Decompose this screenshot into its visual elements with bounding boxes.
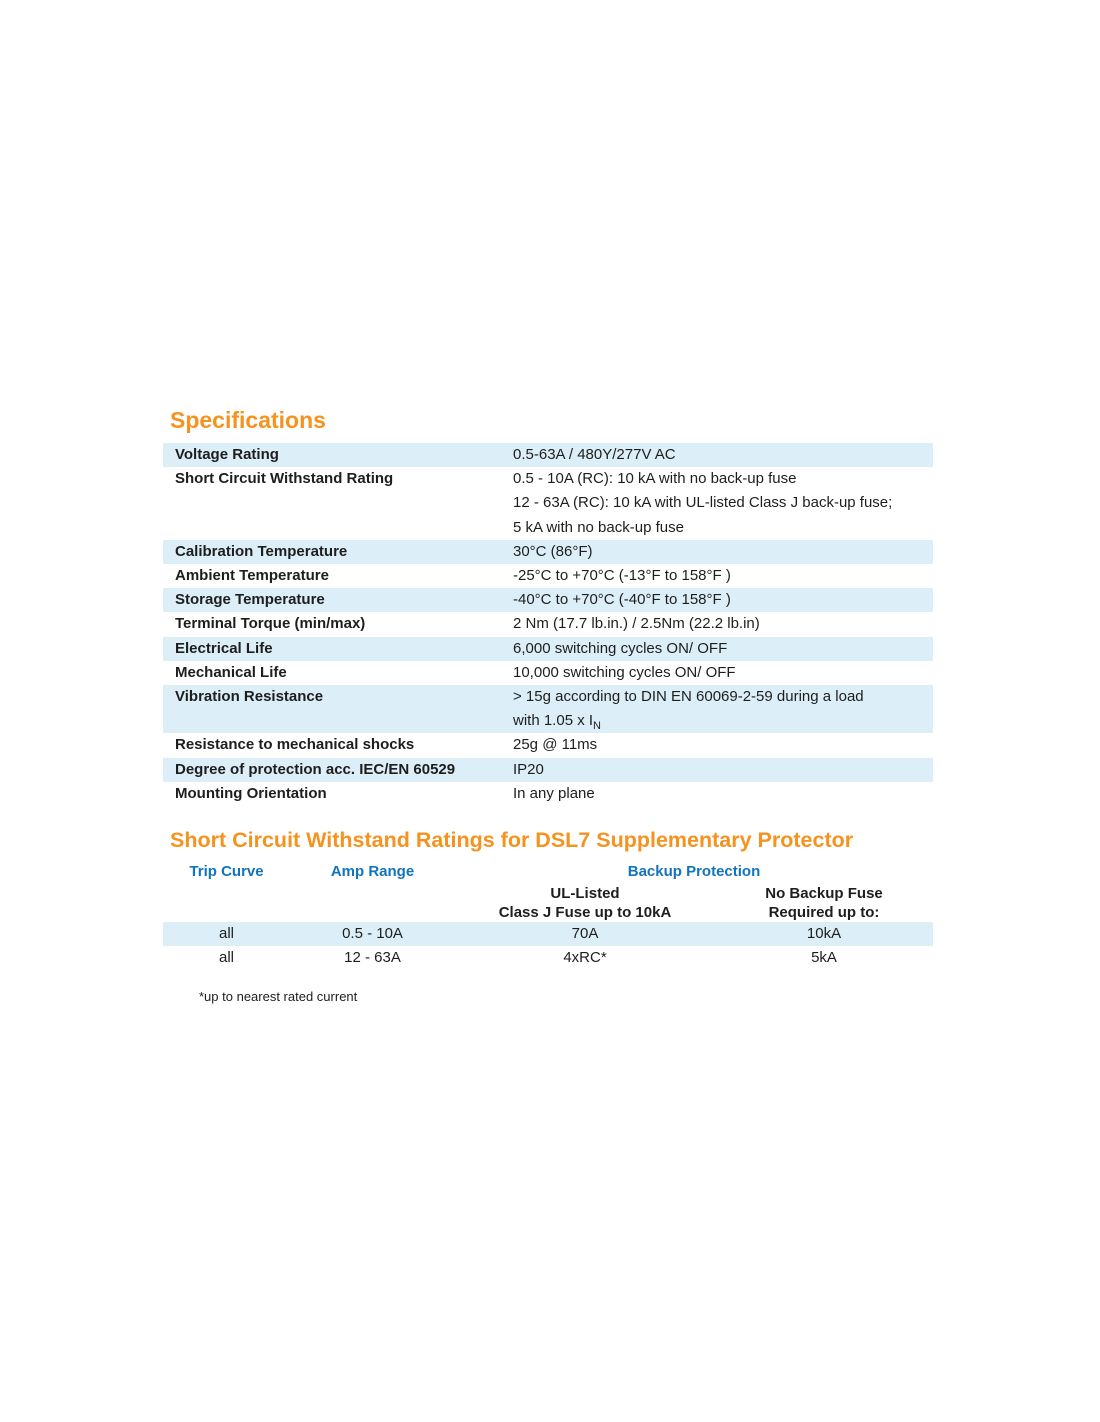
- spec-row-label: Resistance to mechanical shocks: [175, 736, 415, 754]
- spec-value-text: In any plane: [513, 784, 595, 802]
- ratings-cell-ul-listed: 70A: [571, 925, 599, 942]
- subheader-no-backup-line2: Required up to:: [768, 904, 880, 921]
- spec-value-text: 0.5 - 10A (RC): 10 kA with no back-up fuse: [513, 470, 797, 488]
- ratings-cell-trip-curve: all: [218, 949, 234, 966]
- spec-value-text: 10,000 switching cycles ON/ OFF: [513, 663, 736, 681]
- spec-row-label: Terminal Torque (min/max): [175, 615, 366, 633]
- col-header-trip-curve: Trip Curve: [189, 863, 264, 880]
- ratings-row: [163, 946, 933, 970]
- ratings-cell-no-backup-fuse: 5kA: [811, 949, 837, 966]
- spec-value-line: [513, 443, 933, 467]
- spec-row-value: [513, 443, 933, 467]
- spec-row-label: Mechanical Life: [175, 663, 287, 681]
- spec-row-label: Storage Temperature: [175, 591, 325, 609]
- spec-value-text: 5 kA with no back-up fuse: [513, 518, 684, 536]
- spec-value-line: [513, 733, 933, 757]
- spec-row-value: [513, 612, 933, 636]
- spec-row-value: [513, 661, 933, 685]
- short-circuit-ratings-heading: Short Circuit Withstand Ratings for DSL7 Supplementary Protector: [170, 828, 854, 852]
- spec-value-line: [513, 758, 933, 782]
- spec-row: [163, 733, 933, 757]
- spec-row-value: [513, 782, 933, 806]
- subheader-spacer: [290, 884, 455, 922]
- spec-value-text: 12 - 63A (RC): 10 kA with UL-listed Class J back-up fuse;: [513, 494, 893, 512]
- ratings-subheader-row: [163, 884, 933, 922]
- ratings-cell-ul-listed: 4xRC*: [563, 949, 607, 966]
- spec-value-text: with 1.05 x I: [513, 712, 594, 730]
- spec-row-label: Electrical Life: [175, 639, 273, 657]
- ratings-cell-no-backup-fuse: 10kA: [806, 925, 842, 942]
- spec-value-line: [513, 661, 933, 685]
- subheader-ul-listed-line2: Class J Fuse up to 10kA: [498, 904, 672, 921]
- spec-row-label: Ambient Temperature: [175, 567, 329, 585]
- col-header-backup-protection: Backup Protection: [627, 863, 761, 880]
- subheader-no-backup-fuse: [715, 884, 933, 922]
- spec-value-line: [513, 564, 933, 588]
- spec-row: [163, 564, 933, 588]
- spec-row-label: Calibration Temperature: [175, 542, 348, 560]
- ratings-cell-trip-curve: all: [218, 925, 234, 942]
- spec-value-line: [513, 709, 933, 733]
- spec-value-line: [513, 491, 933, 515]
- spec-row: [163, 588, 933, 612]
- spec-row-label: Degree of protection acc. IEC/EN 60529: [175, 760, 456, 778]
- spec-value-text: -40°C to +70°C (-40°F to 158°F ): [513, 591, 731, 609]
- ratings-table: [163, 862, 933, 970]
- spec-row: [163, 443, 933, 467]
- spec-value-text: -25°C to +70°C (-13°F to 158°F ): [513, 567, 731, 585]
- spec-value-text: 30°C (86°F): [513, 542, 593, 560]
- ratings-row: [163, 922, 933, 946]
- spec-table: [163, 443, 933, 806]
- spec-row: [163, 467, 933, 540]
- spec-value-line: [513, 467, 933, 491]
- spec-value-line: [513, 612, 933, 636]
- spec-value-text: 0.5-63A / 480Y/277V AC: [513, 446, 676, 463]
- subheader-spacer: [163, 884, 290, 922]
- subscript-text: N: [593, 720, 601, 733]
- spec-value-text: 2 Nm (17.7 lb.in.) / 2.5Nm (22.2 lb.in): [513, 615, 760, 633]
- spec-row-value: [513, 685, 933, 733]
- footnote: *up to nearest rated current: [199, 989, 358, 1004]
- spec-row: [163, 637, 933, 661]
- spec-row: [163, 782, 933, 806]
- specifications-heading: Specifications: [170, 407, 326, 433]
- spec-value-text: 6,000 switching cycles ON/ OFF: [513, 639, 728, 657]
- spec-value-text: IP20: [513, 760, 544, 778]
- ratings-cell-amp-range: 12 - 63A: [344, 949, 401, 966]
- spec-row: [163, 661, 933, 685]
- spec-row-label: Short Circuit Withstand Rating: [175, 470, 394, 488]
- spec-row-label: Voltage Rating: [175, 446, 279, 463]
- spec-row-value: [513, 733, 933, 757]
- spec-row-value: [513, 588, 933, 612]
- spec-value-text: > 15g according to DIN EN 60069-2-59 during a load: [513, 688, 864, 706]
- spec-row-label: Mounting Orientation: [175, 784, 327, 802]
- spec-row-label: Vibration Resistance: [175, 688, 324, 706]
- spec-row: [163, 612, 933, 636]
- spec-row-value: [513, 540, 933, 564]
- subheader-ul-listed: [455, 884, 715, 922]
- col-header-amp-range: Amp Range: [330, 863, 415, 880]
- ratings-rows: [163, 922, 933, 970]
- spec-value-line: [513, 782, 933, 806]
- ratings-cell-amp-range: 0.5 - 10A: [342, 925, 403, 942]
- spec-value-text: 25g @ 11ms: [513, 736, 598, 754]
- spec-row: [163, 758, 933, 782]
- spec-row-value: [513, 637, 933, 661]
- spec-row: [163, 540, 933, 564]
- spec-value-line: [513, 685, 933, 709]
- spec-row-value: [513, 758, 933, 782]
- ratings-header-row: [163, 862, 933, 882]
- spec-row-value: [513, 564, 933, 588]
- subheader-no-backup-line1: No Backup Fuse: [765, 885, 883, 902]
- spec-value-line: [513, 637, 933, 661]
- spec-row-value: [513, 467, 933, 540]
- spec-value-line: [513, 588, 933, 612]
- spec-value-line: [513, 516, 933, 540]
- spec-row: [163, 685, 933, 733]
- spec-value-line: [513, 540, 933, 564]
- subheader-ul-listed-line1: UL-Listed: [550, 885, 620, 902]
